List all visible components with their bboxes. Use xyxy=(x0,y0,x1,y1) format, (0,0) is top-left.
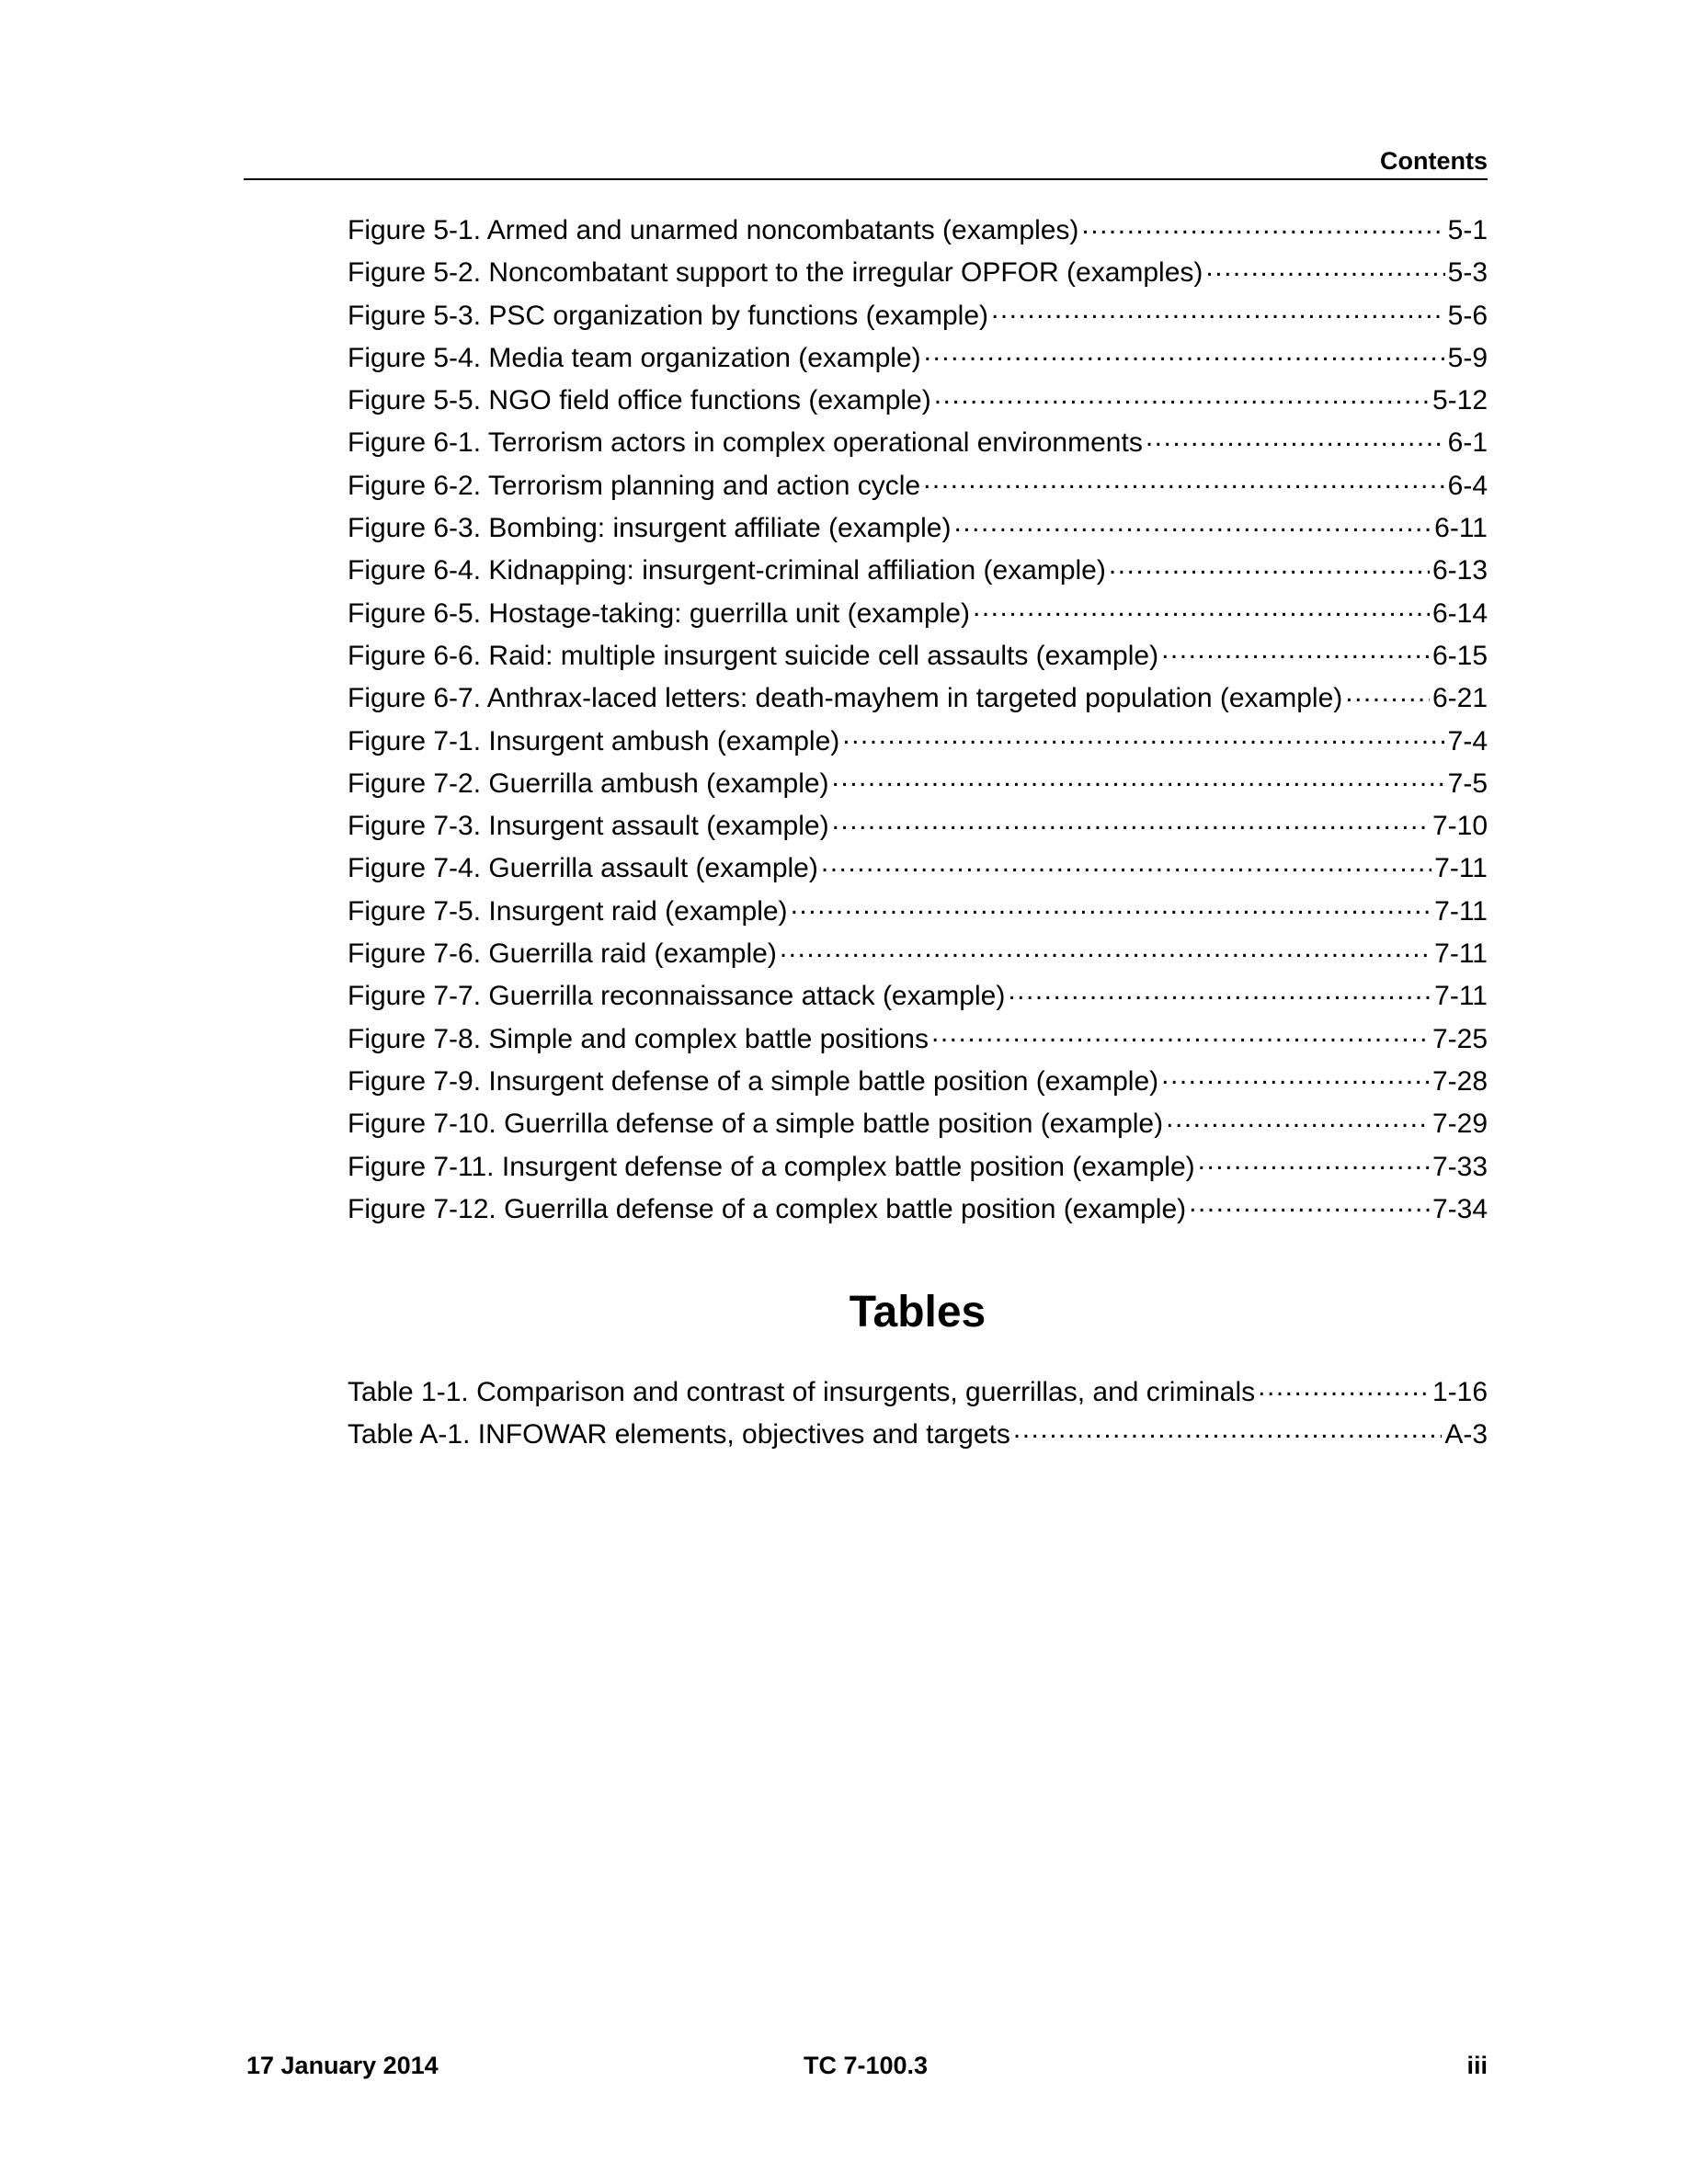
entry-title: Figure 5-4. Media team organization (example) xyxy=(348,342,921,373)
dot-leader xyxy=(1146,424,1445,451)
entry-page-number: 7-28 xyxy=(1431,1065,1488,1097)
entry-page-number: 5-9 xyxy=(1447,342,1488,373)
table-entry[interactable] xyxy=(348,1373,1488,1416)
figure-entry[interactable] xyxy=(348,424,1488,466)
entry-page-number: A-3 xyxy=(1444,1419,1488,1450)
entry-title: Figure 7-11. Insurgent defense of a complex battle position (example) xyxy=(348,1151,1195,1182)
entry-title: Figure 7-10. Guerrilla defense of a simple battle position (example) xyxy=(348,1109,1164,1140)
entry-page-number: 7-11 xyxy=(1434,938,1488,970)
figure-entry[interactable] xyxy=(348,381,1488,424)
dot-leader xyxy=(1189,1190,1430,1218)
list-of-figures xyxy=(348,211,1488,1233)
entry-title: Figure 7-12. Guerrilla defense of a complex battle position (example) xyxy=(348,1193,1187,1224)
entry-title: Table A-1. INFOWAR elements, objectives and targets xyxy=(348,1419,1010,1450)
dot-leader xyxy=(1258,1373,1430,1401)
entry-title: Figure 5-5. NGO field office functions (example) xyxy=(348,385,931,416)
dot-leader xyxy=(1109,552,1430,579)
dot-leader xyxy=(1205,254,1444,281)
entry-page-number: 7-11 xyxy=(1434,853,1488,884)
dot-leader xyxy=(973,595,1430,622)
entry-title: Figure 7-9. Insurgent defense of a simple battle position (example) xyxy=(348,1065,1159,1097)
figure-entry[interactable] xyxy=(348,807,1488,849)
dot-leader xyxy=(832,765,1445,792)
running-header: Contents xyxy=(1380,147,1488,175)
entry-title: Figure 5-3. PSC organization by functions (example) xyxy=(348,300,989,331)
entry-title: Figure 7-5. Insurgent raid (example) xyxy=(348,895,788,927)
entry-title: Figure 7-1. Insurgent ambush (example) xyxy=(348,725,840,756)
figure-entry[interactable] xyxy=(348,467,1488,509)
dot-leader xyxy=(924,339,1445,367)
footer-page-number: iii xyxy=(1466,2052,1488,2079)
dot-leader xyxy=(780,935,1431,962)
dot-leader xyxy=(953,509,1431,537)
figure-entry[interactable] xyxy=(348,595,1488,637)
entry-title: Figure 6-3. Bombing: insurgent affiliate (example) xyxy=(348,513,952,544)
dot-leader xyxy=(1198,1148,1430,1176)
dot-leader xyxy=(842,722,1444,750)
tables-heading: Tables xyxy=(849,1288,987,1337)
entry-title: Figure 7-3. Insurgent assault (example) xyxy=(348,811,829,842)
entry-page-number: 7-34 xyxy=(1431,1193,1488,1224)
entry-title: Table 1-1. Comparison and contrast of insurgents, guerrillas, and criminals xyxy=(348,1377,1256,1407)
figure-entry[interactable] xyxy=(348,552,1488,594)
entry-page-number: 6-14 xyxy=(1431,597,1488,629)
dot-leader xyxy=(934,381,1430,409)
figure-entry[interactable] xyxy=(348,1190,1488,1233)
entry-title: Figure 6-5. Hostage-taking: guerrilla unit (example) xyxy=(348,597,970,629)
dot-leader xyxy=(832,807,1430,835)
entry-page-number: 6-21 xyxy=(1431,683,1488,714)
dot-leader xyxy=(821,849,1431,877)
entry-title: Figure 5-2. Noncombatant support to the irregular OPFOR (examples) xyxy=(348,257,1203,289)
entry-title: Figure 7-4. Guerrilla assault (example) xyxy=(348,853,818,884)
entry-title: Figure 7-2. Guerrilla ambush (example) xyxy=(348,768,829,799)
figure-entry[interactable] xyxy=(348,1063,1488,1105)
dot-leader xyxy=(791,893,1432,920)
figure-entry[interactable] xyxy=(348,254,1488,296)
entry-page-number: 7-11 xyxy=(1434,981,1488,1012)
entry-page-number: 5-6 xyxy=(1447,300,1488,331)
entry-page-number: 6-4 xyxy=(1447,470,1488,501)
header-rule xyxy=(244,178,1488,180)
entry-page-number: 6-1 xyxy=(1447,427,1488,459)
entry-page-number: 7-10 xyxy=(1431,811,1488,842)
dot-leader xyxy=(1081,211,1444,239)
figure-entry[interactable] xyxy=(348,211,1488,254)
figure-entry[interactable] xyxy=(348,1105,1488,1147)
dot-leader xyxy=(1161,637,1430,665)
entry-title: Figure 7-8. Simple and complex battle positions xyxy=(348,1023,929,1054)
figure-entry[interactable] xyxy=(348,722,1488,765)
dot-leader xyxy=(1166,1105,1430,1132)
entry-title: Figure 6-6. Raid: multiple insurgent suicide cell assaults (example) xyxy=(348,640,1159,671)
dot-leader xyxy=(1345,679,1430,707)
entry-title: Figure 7-6. Guerrilla raid (example) xyxy=(348,938,777,970)
dot-leader xyxy=(1013,1416,1442,1443)
figure-entry[interactable] xyxy=(348,1020,1488,1063)
table-entry[interactable] xyxy=(348,1416,1488,1458)
entry-page-number: 1-16 xyxy=(1431,1377,1488,1407)
entry-title: Figure 7-7. Guerrilla reconnaissance attack (example) xyxy=(348,981,1006,1012)
figure-entry[interactable] xyxy=(348,679,1488,722)
entry-title: Figure 6-2. Terrorism planning and action cycle xyxy=(348,470,921,501)
figure-entry[interactable] xyxy=(348,509,1488,552)
footer-date: 17 January 2014 xyxy=(246,2052,439,2079)
footer-doc-id: TC 7-100.3 xyxy=(803,2052,929,2079)
figure-entry[interactable] xyxy=(348,849,1488,892)
entry-title: Figure 6-1. Terrorism actors in complex operational environments xyxy=(348,427,1143,459)
dot-leader xyxy=(931,1020,1430,1048)
entry-page-number: 5-3 xyxy=(1447,257,1488,289)
entry-page-number: 7-29 xyxy=(1431,1109,1488,1140)
entry-title: Figure 6-4. Kidnapping: insurgent-criminal affiliation (example) xyxy=(348,555,1106,586)
figure-entry[interactable] xyxy=(348,297,1488,339)
entry-page-number: 5-12 xyxy=(1431,385,1488,416)
figure-entry[interactable] xyxy=(348,977,1488,1019)
entry-page-number: 7-11 xyxy=(1434,895,1488,927)
figure-entry[interactable] xyxy=(348,765,1488,807)
entry-page-number: 7-33 xyxy=(1431,1151,1488,1182)
figure-entry[interactable] xyxy=(348,1148,1488,1190)
figure-entry[interactable] xyxy=(348,893,1488,935)
dot-leader xyxy=(1008,977,1431,1005)
entry-title: Figure 5-1. Armed and unarmed noncombatants (examples) xyxy=(348,215,1079,245)
entry-page-number: 6-13 xyxy=(1431,555,1488,586)
dot-leader xyxy=(991,297,1445,324)
figure-entry[interactable] xyxy=(348,637,1488,679)
entry-page-number: 7-4 xyxy=(1447,725,1488,756)
entry-title: Figure 6-7. Anthrax-laced letters: death-mayhem in targeted population (example) xyxy=(348,683,1343,714)
entry-page-number: 6-15 xyxy=(1431,640,1488,671)
entry-page-number: 5-1 xyxy=(1447,215,1488,245)
figure-entry[interactable] xyxy=(348,339,1488,381)
figure-entry[interactable] xyxy=(348,935,1488,977)
entry-page-number: 7-5 xyxy=(1447,768,1488,799)
entry-page-number: 6-11 xyxy=(1434,513,1488,544)
dot-leader xyxy=(1161,1063,1430,1090)
list-of-tables xyxy=(348,1373,1488,1459)
dot-leader xyxy=(923,467,1445,495)
entry-page-number: 7-25 xyxy=(1431,1023,1488,1054)
